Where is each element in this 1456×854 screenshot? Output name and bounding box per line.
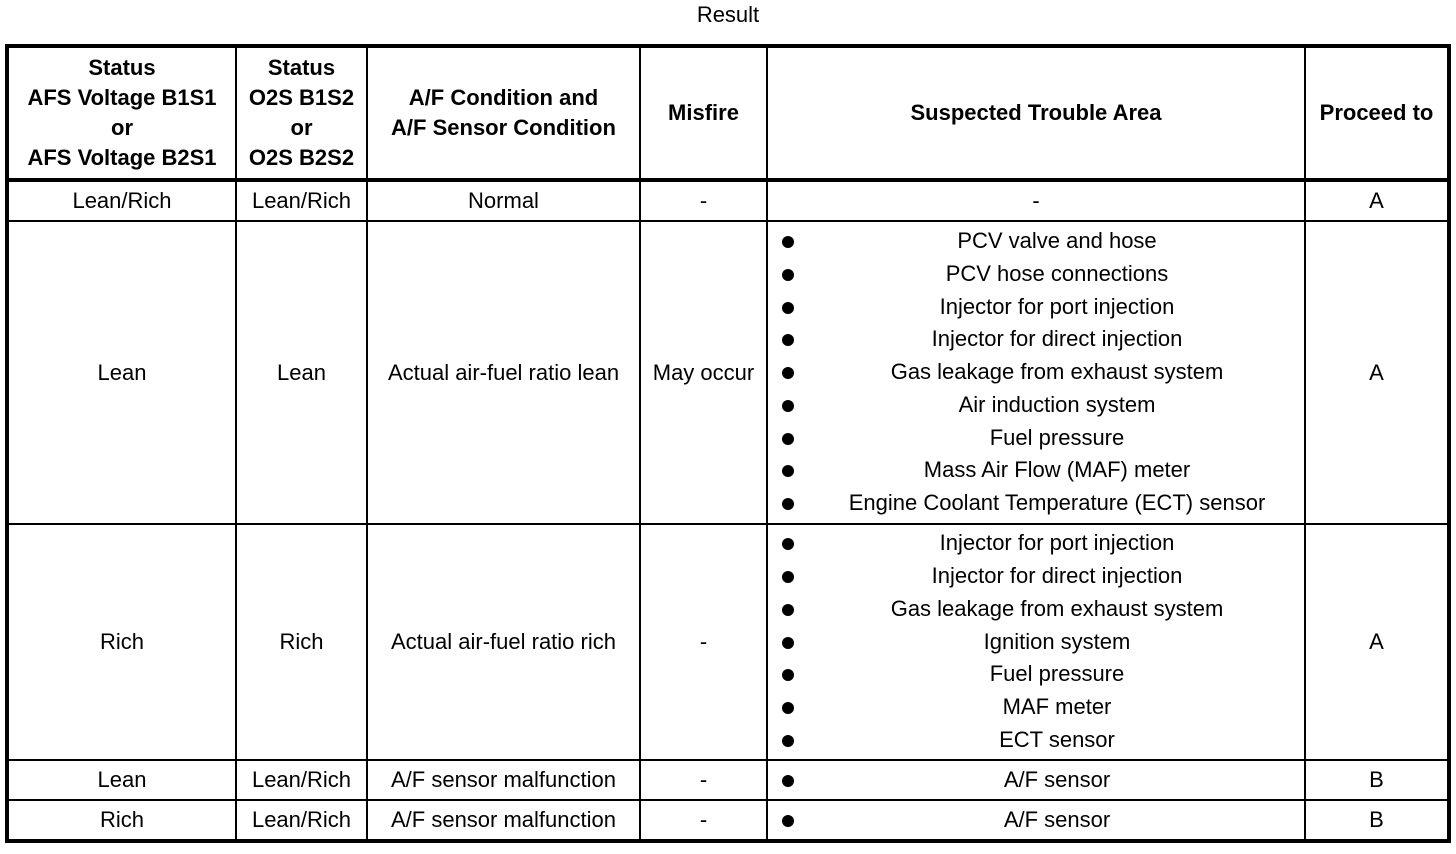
proceed-cell: A — [1305, 524, 1449, 760]
list-item: Gas leakage from exhaust system — [772, 593, 1300, 626]
list-item: Air induction system — [772, 389, 1300, 422]
list-item: PCV hose connections — [772, 258, 1300, 291]
list-item: PCV valve and hose — [772, 225, 1300, 258]
o2s-cell: Lean/Rich — [236, 800, 367, 841]
header-condition: A/F Condition and A/F Sensor Condition — [367, 46, 640, 180]
list-item: Injector for direct injection — [772, 560, 1300, 593]
table-row — [7, 800, 1449, 841]
table-row — [7, 760, 1449, 800]
trouble-area-cell — [767, 760, 1305, 800]
proceed-cell: A — [1305, 180, 1449, 221]
list-item: Injector for port injection — [772, 291, 1300, 324]
list-item: Engine Coolant Temperature (ECT) sensor — [772, 487, 1300, 520]
list-item: Injector for port injection — [772, 527, 1300, 560]
list-item: Fuel pressure — [772, 422, 1300, 455]
header-misfire: Misfire — [640, 46, 767, 180]
header-trouble-area: Suspected Trouble Area — [767, 46, 1305, 180]
proceed-cell: B — [1305, 760, 1449, 800]
afs-cell: Lean — [7, 221, 236, 524]
o2s-cell: Rich — [236, 524, 367, 760]
proceed-cell: B — [1305, 800, 1449, 841]
misfire-cell: - — [640, 524, 767, 760]
list-item: A/F sensor — [772, 804, 1300, 837]
table-row — [7, 221, 1449, 524]
trouble-area-cell — [767, 800, 1305, 841]
condition-cell: Normal — [367, 180, 640, 221]
list-item: Gas leakage from exhaust system — [772, 356, 1300, 389]
table-row — [7, 524, 1449, 760]
table-row — [7, 180, 1449, 221]
trouble-area-cell — [767, 524, 1305, 760]
list-item: Mass Air Flow (MAF) meter — [772, 454, 1300, 487]
o2s-cell: Lean/Rich — [236, 760, 367, 800]
condition-cell: A/F sensor malfunction — [367, 800, 640, 841]
afs-cell: Lean — [7, 760, 236, 800]
misfire-cell: - — [640, 180, 767, 221]
condition-cell: A/F sensor malfunction — [367, 760, 640, 800]
trouble-list — [772, 225, 1300, 520]
header-proceed: Proceed to — [1305, 46, 1449, 180]
condition-cell: Actual air-fuel ratio rich — [367, 524, 640, 760]
proceed-cell: A — [1305, 221, 1449, 524]
list-item: ECT sensor — [772, 724, 1300, 757]
trouble-list — [772, 527, 1300, 757]
list-item: Fuel pressure — [772, 658, 1300, 691]
header-o2s: Status O2S B1S2 or O2S B2S2 — [236, 46, 367, 180]
result-table — [5, 44, 1451, 843]
misfire-cell: - — [640, 760, 767, 800]
trouble-area-cell: - — [767, 180, 1305, 221]
list-item: A/F sensor — [772, 764, 1300, 797]
misfire-cell: - — [640, 800, 767, 841]
header-afs-voltage: Status AFS Voltage B1S1 or AFS Voltage B2S1 — [7, 46, 236, 180]
trouble-list — [772, 764, 1300, 797]
misfire-cell: May occur — [640, 221, 767, 524]
page-title: Result — [696, 2, 760, 27]
header-row — [7, 46, 1449, 180]
afs-cell: Rich — [7, 524, 236, 760]
afs-cell: Lean/Rich — [7, 180, 236, 221]
trouble-area-cell — [767, 221, 1305, 524]
afs-cell: Rich — [7, 800, 236, 841]
condition-cell: Actual air-fuel ratio lean — [367, 221, 640, 524]
o2s-cell: Lean — [236, 221, 367, 524]
list-item: Injector for direct injection — [772, 323, 1300, 356]
o2s-cell: Lean/Rich — [236, 180, 367, 221]
list-item: MAF meter — [772, 691, 1300, 724]
list-item: Ignition system — [772, 626, 1300, 659]
trouble-list — [772, 804, 1300, 837]
